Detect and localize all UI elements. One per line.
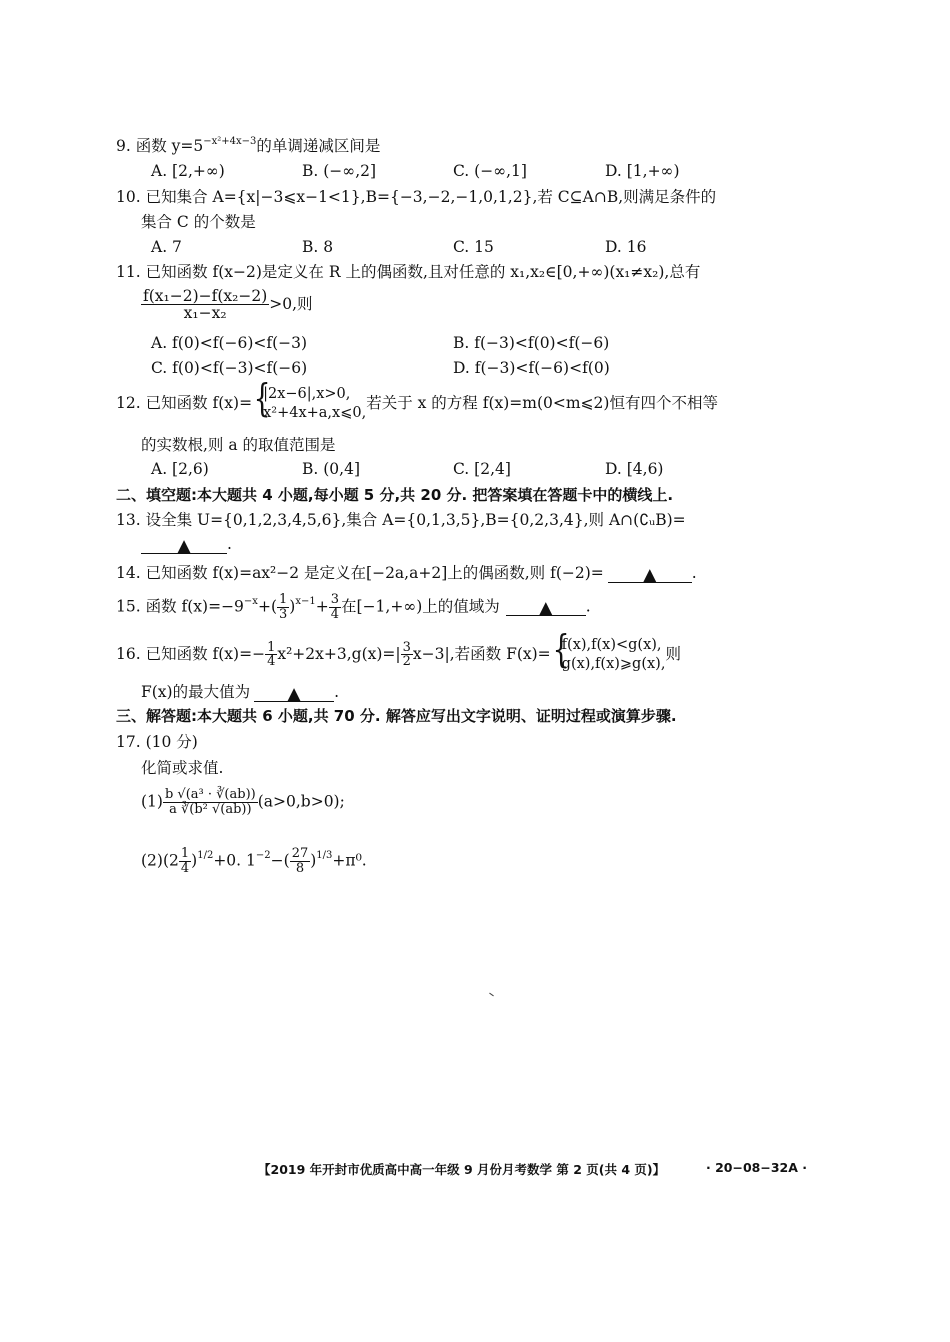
question-16-line-2 — [141, 684, 339, 702]
q16-fraction-2-denominator: 2 — [402, 654, 411, 670]
q16-case-2: g(x),f(x)⩾g(x), — [561, 655, 666, 672]
answer-triangle-icon: ▲ — [177, 536, 191, 556]
q16-piecewise — [551, 636, 666, 674]
question-15 — [116, 593, 591, 621]
q15-text-d: + — [315, 597, 329, 616]
scan-speck — [489, 993, 494, 997]
q11-fraction — [141, 288, 269, 322]
q15-text-b: +( — [257, 597, 277, 616]
q15-fraction-2-denominator: 4 — [330, 606, 340, 622]
q17-p2-mixed-fraction — [179, 847, 191, 875]
q12-option-b: B. (0,4] — [302, 460, 360, 478]
q15-fraction-2-numerator: 3 — [330, 592, 340, 607]
q15-fraction-1-denominator: 3 — [279, 606, 288, 622]
q15-exponent-2: x−1 — [295, 596, 316, 608]
question-9 — [116, 136, 381, 155]
q15-fraction-2 — [329, 593, 341, 621]
q17-p2-exponent-1: 1/2 — [197, 850, 214, 862]
q17-p2-mixed-denominator: 4 — [180, 860, 190, 876]
q17-p2-fraction-denominator: 8 — [295, 860, 305, 876]
q15-text-e: 在[−1,+∞)上的值域为 — [341, 597, 500, 616]
q16-case-1: { f(x),f(x)<g(x), — [561, 637, 662, 653]
q17-p2-end: +π⁰. — [332, 851, 367, 870]
q12-case-2: x²+4x+a,x⩽0, — [263, 404, 367, 421]
question-13-answer-line — [141, 536, 232, 554]
q14-answer-blank[interactable] — [608, 565, 692, 583]
q9-option-b: B. (−∞,2] — [302, 162, 377, 180]
q17-p2-label: (2)(2 — [141, 851, 179, 870]
q16-text-a: 16. 已知函数 f(x)=− — [116, 645, 266, 664]
q11-option-a: A. f(0)<f(−6)<f(−3) — [151, 334, 308, 352]
q16-text-d: 则 — [665, 645, 681, 664]
answer-triangle-icon: ▲ — [287, 684, 301, 704]
question-17-part-1 — [141, 788, 345, 816]
q9-text-b: 的单调递减区间是 — [256, 137, 381, 155]
q12-case-1: { |2x−6|,x>0, — [263, 386, 351, 402]
q12-prefix: 12. 已知函数 f(x)= — [116, 394, 253, 413]
answer-triangle-icon: ▲ — [539, 598, 553, 619]
q11-fraction-denominator: x₁−x₂ — [183, 304, 227, 323]
section-2-heading: 二、填空题:本大题共 4 小题,每小题 5 分,共 20 分. 把答案填在答题卡中的横线上. — [116, 486, 674, 504]
q17-p2-exponent-3: 1/3 — [316, 850, 333, 862]
question-13-line-1: 13. 设全集 U={0,1,2,3,4,5,6},集合 A={0,1,3,5},B={0,2,3,4},则 A∩(∁ᵤB)= — [116, 511, 686, 529]
q16-fraction-1 — [265, 641, 277, 669]
q16-answer-blank[interactable] — [254, 684, 334, 702]
q9-text-a: 9. 函数 y=5 — [116, 137, 204, 155]
question-17-part-2 — [141, 847, 367, 875]
q17-p1-numerator: b √(a³ · ∛(ab)) — [164, 787, 256, 802]
q9-option-a: A. [2,+∞) — [151, 162, 225, 180]
q11-option-c: C. f(0)<f(−3)<f(−6) — [151, 359, 308, 377]
q16-fraction-2-numerator: 3 — [402, 639, 411, 655]
q17-p2-exponent-2: −2 — [255, 850, 271, 862]
q15-exponent-1: −x — [243, 596, 258, 608]
q15-end: . — [585, 597, 591, 616]
question-16-line-1 — [116, 636, 681, 674]
q16-fraction-1-denominator: 4 — [267, 654, 276, 670]
q17-p1-condition: (a>0,b>0); — [257, 792, 345, 811]
section-3-heading: 三、解答题:本大题共 6 小题,共 70 分. 解答应写出文字说明、证明过程或演算步骤. — [116, 707, 677, 725]
q15-text-a: 15. 函数 f(x)=−9 — [116, 597, 244, 616]
q11-fraction-numerator: f(x₁−2)−f(x₂−2) — [143, 287, 268, 305]
q16-text-c: x−3|,若函数 F(x)= — [412, 645, 551, 664]
q16-text-b: x²+2x+3,g(x)=| — [277, 645, 401, 664]
q17-p2-mid2: −( — [270, 851, 290, 870]
question-12-line-2: 的实数根,则 a 的取值范围是 — [141, 436, 336, 454]
question-11-fraction-line — [141, 288, 313, 322]
q11-option-d: D. f(−3)<f(−6)<f(0) — [453, 359, 610, 377]
q12-option-d: D. [4,6) — [605, 460, 664, 478]
q10-option-b: B. 8 — [302, 238, 334, 256]
q16-fraction-2 — [401, 641, 413, 669]
q9-exponent: −x²+4x−3 — [203, 136, 257, 147]
page-footer: 【2019 年开封市优质高中高一年级 9 月份月考数学 第 2 页(共 4 页)】 — [258, 1162, 666, 1177]
question-17-header: 17. (10 分) — [116, 733, 198, 751]
q11-option-b: B. f(−3)<f(0)<f(−6) — [453, 334, 610, 352]
q17-p2-fraction-numerator: 27 — [291, 846, 309, 861]
q14-text: 14. 已知函数 f(x)=ax²−2 是定义在[−2a,a+2]上的偶函数,则 f(−2)= — [116, 564, 604, 582]
question-10-line-1: 10. 已知集合 A={x|−3⩽x−1<1},B={−3,−2,−1,0,1,2},若 C⊆A∩B,则满足条件的 — [116, 188, 717, 206]
q17-p2-mid: +0. 1 — [213, 851, 256, 870]
q15-fraction-1-numerator: 1 — [279, 592, 288, 607]
q12-suffix: 若关于 x 的方程 f(x)=m(0<m⩽2)恒有四个不相等 — [366, 394, 718, 413]
q16-fraction-1-numerator: 1 — [267, 639, 276, 655]
q10-option-c: C. 15 — [453, 238, 494, 256]
q9-option-c: C. (−∞,1] — [453, 162, 527, 180]
question-12-line-1 — [116, 385, 718, 423]
question-17-instruction: 化简或求值. — [141, 759, 224, 777]
q17-p1-label: (1) — [141, 792, 163, 811]
q17-p2-paren: ) — [191, 851, 198, 870]
q15-answer-blank[interactable] — [506, 598, 586, 619]
page-footer-code: · 20−08−32A · — [706, 1160, 808, 1175]
q12-option-a: A. [2,6) — [151, 460, 209, 478]
q16-end: . — [334, 683, 340, 701]
q15-fraction-1 — [277, 593, 289, 621]
question-10-line-2: 集合 C 的个数是 — [141, 213, 256, 231]
q15-text-c: ) — [289, 597, 296, 616]
q12-option-c: C. [2,4] — [453, 460, 511, 478]
q10-option-d: D. 16 — [605, 238, 647, 256]
q14-end: . — [691, 564, 697, 582]
q17-p2-paren-2: ) — [310, 851, 317, 870]
q17-p1-fraction — [163, 788, 258, 816]
q11-fraction-after: >0,则 — [269, 294, 313, 313]
q9-option-d: D. [1,+∞) — [605, 162, 680, 180]
q17-p2-mixed-numerator: 1 — [180, 846, 190, 861]
answer-triangle-icon: ▲ — [643, 565, 657, 585]
q17-p2-fraction — [290, 847, 311, 875]
q12-piecewise — [252, 385, 366, 423]
q13-end: . — [227, 535, 232, 553]
question-14 — [116, 565, 697, 583]
question-11-line-1: 11. 已知函数 f(x−2)是定义在 R 上的偶函数,且对任意的 x₁,x₂∈[0,+∞)(x₁≠x₂),总有 — [116, 263, 701, 281]
q10-option-a: A. 7 — [151, 238, 182, 256]
q16-line-2-text: F(x)的最大值为 — [141, 683, 251, 701]
q13-answer-blank[interactable] — [141, 536, 227, 554]
q17-p1-denominator: a ∛(b² √(ab)) — [169, 801, 252, 817]
